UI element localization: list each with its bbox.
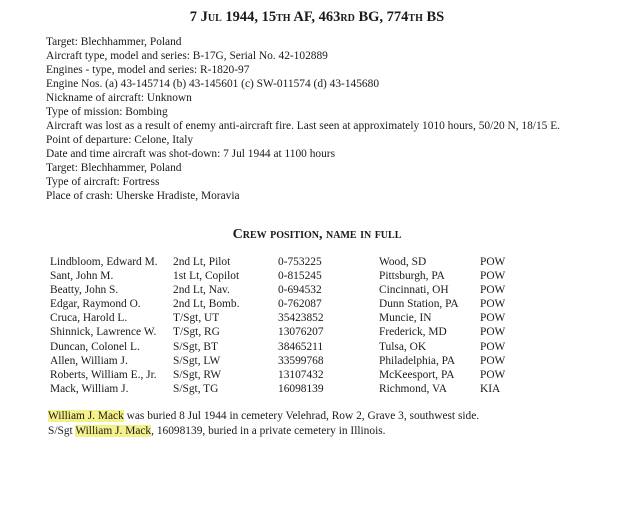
crew-name: Allen, William J. xyxy=(50,354,128,367)
crew-status: POW xyxy=(480,270,506,283)
crew-name: Lindbloom, Edward M. xyxy=(50,256,158,268)
crew-serial: 13076207 xyxy=(278,326,324,339)
crew-rank: S/Sgt, LW xyxy=(173,354,221,367)
crew-home: Muncie, IN xyxy=(379,312,432,325)
crew-status: POW xyxy=(480,256,506,268)
crew-status: POW xyxy=(480,354,506,367)
crew-rank: 2nd Lt, Nav. xyxy=(173,284,230,297)
crew-status: POW xyxy=(480,312,506,325)
highlighted-name: William J. Mack xyxy=(75,424,152,437)
crew-home: Wood, SD xyxy=(379,256,427,268)
info-line: Target: Blechhammer, Poland xyxy=(46,162,182,174)
crew-rank: T/Sgt, UT xyxy=(173,312,220,325)
aircraft-info-block xyxy=(46,35,616,203)
crew-serial: 0-753225 xyxy=(278,256,322,268)
info-line: Aircraft was lost as a result of enemy anti-aircraft fire. Last seen at approximately 1010 hours, 50/20 N, 18/15 E. xyxy=(46,120,561,132)
note-line-2 xyxy=(48,424,479,439)
burial-notes xyxy=(48,409,479,438)
crew-name: Edgar, Raymond O. xyxy=(50,298,141,311)
crew-serial: 38465211 xyxy=(278,340,324,353)
info-line: Nickname of aircraft: Unknown xyxy=(46,92,192,104)
crew-name: Mack, William J. xyxy=(50,382,129,395)
info-line: Place of crash: Uherske Hradiste, Moravia xyxy=(46,190,240,202)
crew-name: Sant, John M. xyxy=(50,270,114,283)
crew-status: KIA xyxy=(480,382,501,395)
page-title-text: 7 Jul 1944, 15th AF, 463rd BG, 774th BS xyxy=(189,9,445,25)
crew-name: Shinnick, Lawrence W. xyxy=(50,326,157,339)
crew-status: POW xyxy=(480,340,506,353)
crew-rank: 2nd Lt, Bomb. xyxy=(173,298,240,311)
info-line: Type of aircraft: Fortress xyxy=(46,176,160,188)
info-line: Target: Blechhammer, Poland xyxy=(46,36,182,48)
crew-name: Roberts, William E., Jr. xyxy=(50,368,157,381)
crew-section-title-text: Crew position, name in full xyxy=(232,227,402,242)
crew-serial: 0-762087 xyxy=(278,298,322,311)
info-line: Date and time aircraft was shot-down: 7 Jul 1944 at 1100 hours xyxy=(46,148,336,160)
highlighted-name: William J. Mack xyxy=(48,410,124,422)
crew-home: Pittsburgh, PA xyxy=(379,270,445,283)
crew-serial: 35423852 xyxy=(278,312,324,325)
crew-serial: 13107432 xyxy=(278,368,324,381)
crew-serial: 0-694532 xyxy=(278,284,322,297)
crew-home: Philadelphia, PA xyxy=(379,354,456,367)
crew-rank: S/Sgt, RW xyxy=(173,368,222,381)
crew-rank: S/Sgt, TG xyxy=(173,382,219,395)
crew-serial: 0-815245 xyxy=(278,270,322,283)
crew-home: Dunn Station, PA xyxy=(379,298,459,311)
note-line-1 xyxy=(48,409,479,424)
crew-home: Cincinnati, OH xyxy=(379,284,449,297)
info-line: Aircraft type, model and series: B-17G, Serial No. 42-102889 xyxy=(46,50,328,62)
crew-serial: 16098139 xyxy=(278,382,324,395)
info-line: Engines - type, model and series: R-1820-97 xyxy=(46,64,250,76)
crew-status: POW xyxy=(480,326,506,339)
crew-rank: 2nd Lt, Pilot xyxy=(173,256,231,268)
crew-status: POW xyxy=(480,298,506,311)
crew-section-title xyxy=(0,226,634,244)
crew-home: Tulsa, OK xyxy=(379,340,427,353)
crew-name: Cruca, Harold L. xyxy=(50,312,128,325)
info-line: Engine Nos. (a) 43-145714 (b) 43-145601 (c) SW-011574 (d) 43-145680 xyxy=(46,78,380,90)
crew-status: POW xyxy=(480,368,506,381)
note-line-2-prefix: S/Sgt xyxy=(48,424,76,437)
crew-home: McKeesport, PA xyxy=(379,368,455,381)
crew-home: Richmond, VA xyxy=(379,382,447,395)
crew-status: POW xyxy=(480,284,506,297)
crew-name: Duncan, Colonel L. xyxy=(50,340,140,353)
crew-home: Frederick, MD xyxy=(379,326,447,339)
crew-rank: T/Sgt, RG xyxy=(173,326,220,339)
page-title xyxy=(0,8,634,26)
crew-serial: 33599768 xyxy=(278,354,324,367)
note-line-2-text: , 16098139, buried in a private cemetery in Illinois. xyxy=(151,424,386,437)
crew-name: Beatty, John S. xyxy=(50,284,119,297)
note-line-1-text: was buried 8 Jul 1944 in cemetery Velehrad, Row 2, Grave 3, southwest side. xyxy=(123,410,480,422)
crew-rank: S/Sgt, BT xyxy=(173,340,218,353)
crew-rank: 1st Lt, Copilot xyxy=(173,270,240,283)
info-line: Point of departure: Celone, Italy xyxy=(46,134,194,146)
info-line: Type of mission: Bombing xyxy=(46,106,168,118)
